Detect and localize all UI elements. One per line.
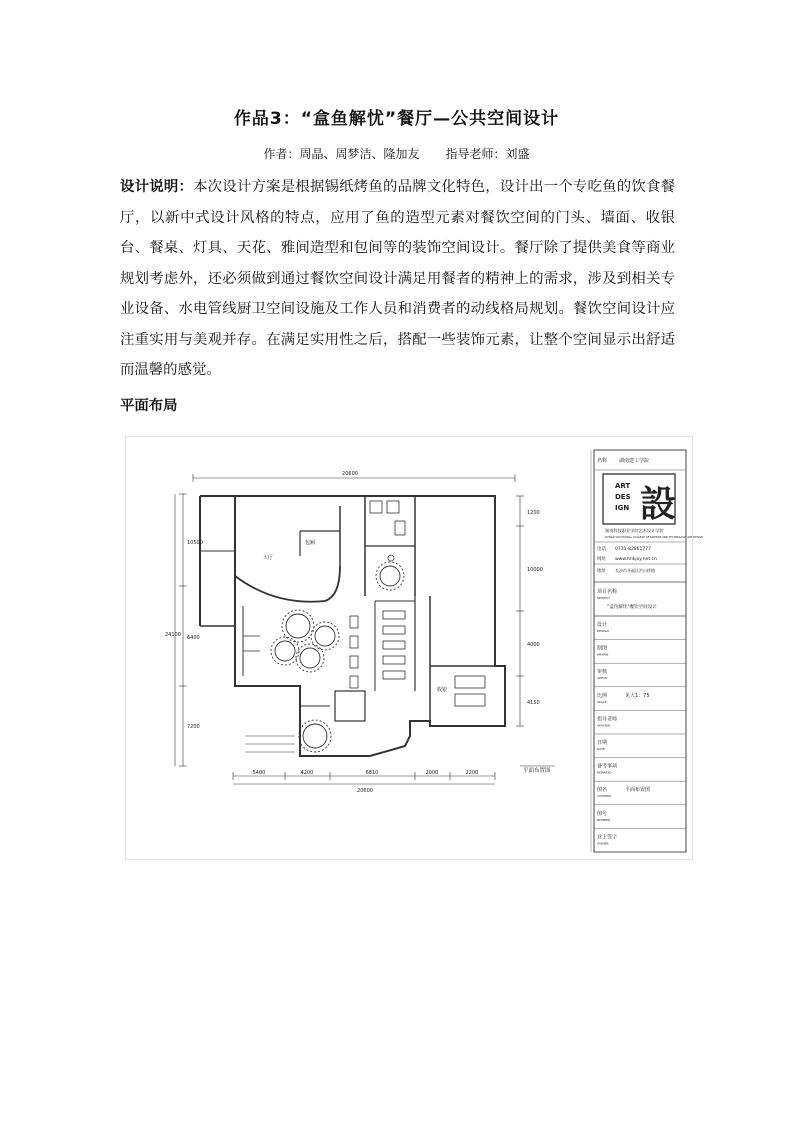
authors-label: 作者：周晶、周梦洁、隆加友 (263, 147, 420, 161)
tb-row-en: OWNER (597, 841, 609, 846)
tb-project-en: PROJECT (597, 596, 610, 600)
tb-row-label: 制图 (597, 645, 608, 652)
dim-left-seg-3: 7200 (187, 724, 200, 730)
tb-row-en: DRAWN (597, 652, 609, 657)
tb-row-en: ADVISER (597, 723, 611, 728)
dim-bottom-overall: 20600 (357, 788, 373, 794)
tb-row-en: SCALE (597, 699, 607, 704)
tb-header-value: 湖南建工学院 (619, 458, 650, 464)
dim-bottom-seg-2: 4200 (300, 770, 314, 776)
tb-row-label: 备考事项 (597, 763, 618, 770)
section-heading: 平面布局 (120, 398, 178, 414)
tb-project-label: 项目名称 (597, 589, 618, 595)
dim-bottom-seg-1: 5400 (252, 770, 266, 776)
tb-row-value: 平面布置图 (625, 787, 651, 794)
room-label-hall: 大厅 (263, 555, 274, 561)
tb-address-label: 地址 (597, 569, 606, 574)
tb-row-en: CONTENT (597, 794, 612, 799)
dim-bottom-seg-3: 6810 (365, 770, 379, 776)
dim-right-seg-4: 4150 (527, 700, 540, 706)
dim-right-seg-2: 10000 (527, 567, 543, 573)
tb-header-label: 名称 (597, 458, 608, 464)
tb-row-label: 日期 (597, 740, 608, 746)
tb-row-label: 设计 (597, 622, 608, 628)
authors-line (0, 145, 793, 162)
tb-row-en: DESIGN (597, 629, 609, 633)
tb-row-en: REMARKS (597, 770, 612, 775)
tb-project-value: “盒鱼解忧”餐饮空间设计 (607, 605, 657, 610)
tb-row-en: CHECK (597, 676, 608, 681)
advisor-label: 指导老师：刘盛 (445, 147, 530, 161)
tb-row-label: 指导老师 (597, 716, 618, 723)
dim-bottom-seg-5: 2200 (465, 770, 479, 776)
dim-bottom-seg-4: 2000 (425, 770, 439, 776)
logo-glyph: 設 (640, 484, 677, 525)
tb-row-label: 比例 (597, 692, 608, 699)
tb-row-value: 见大1：75 (625, 692, 650, 699)
logo-line-2: DES (615, 493, 631, 501)
design-description (120, 172, 675, 386)
tb-row-label: 审核 (597, 669, 608, 676)
description-lead: 设计说明： (120, 179, 194, 195)
tb-row-label: 图名 (597, 787, 608, 794)
tb-row-label: 图号 (597, 810, 608, 817)
tb-school-name-en: HUNAN VOCATIONAL COLLEGE OF SCIENCE AND TECHNOLOGY ART DESIGN (605, 536, 704, 539)
tb-phone-value: 0731-82861777 (615, 547, 651, 552)
floor-plan-svg (125, 436, 704, 860)
dim-right-seg-1: 1200 (527, 510, 540, 516)
document-title: 作品3：“盒鱼解忧”餐厅—公共空间设计 (233, 109, 560, 129)
plan-label: 平面布置图 (523, 768, 551, 774)
dim-left-overall: 24100 (165, 632, 181, 638)
tb-web-label: 网址 (597, 557, 606, 562)
tb-web-value: www.hnkjxy.net.cn (615, 557, 657, 562)
room-label-private: 包厢 (305, 540, 316, 546)
dim-right-seg-3: 4000 (527, 642, 540, 648)
dim-top-overall: 20600 (342, 471, 358, 477)
dim-left-seg-2: 6400 (187, 635, 200, 641)
dim-left-seg-1: 10500 (187, 540, 203, 546)
tb-row-label: 业主签字 (597, 834, 618, 841)
logo-line-1: ART (615, 482, 631, 490)
logo-icon (603, 474, 676, 525)
tb-phone-label: 电话 (597, 547, 606, 552)
tb-row-en: DATE (597, 747, 605, 751)
logo-line-3: IGN (615, 504, 630, 512)
floor-plan-drawing (125, 436, 704, 860)
description-body: 本次设计方案是根据锡纸烤鱼的品牌文化特色，设计出一个专吃鱼的饮食餐厅，以新中式设计风格的特点，应用了鱼的造型元素对餐饮空间的门头、墙面、收银台、餐桌、灯具、天花、雅间造型和包间等的装饰空间设计。餐厅除了提供美食等商业规划考虑外，还必须做到通过餐饮空间设计满足用餐者的精神上的需求，涉及到相关专业设备、水电管线厨卫空间设施及工作人员和消费者的动线格局规划。餐饮空间设计应注重实用与美观并存。在满足实用性之后，搭配一些装饰元素，让整个空间显示出舒适而温馨的感觉。 (120, 179, 675, 378)
tb-address-value: 长沙市开福区洪山桥路 (615, 568, 655, 573)
title-block (591, 450, 703, 852)
tb-row-en: NUMBER (597, 817, 611, 822)
tb-school-name: 湖南科技职业学院艺术设计学院 (605, 528, 664, 533)
room-label-cashier: 收银 (437, 687, 448, 693)
